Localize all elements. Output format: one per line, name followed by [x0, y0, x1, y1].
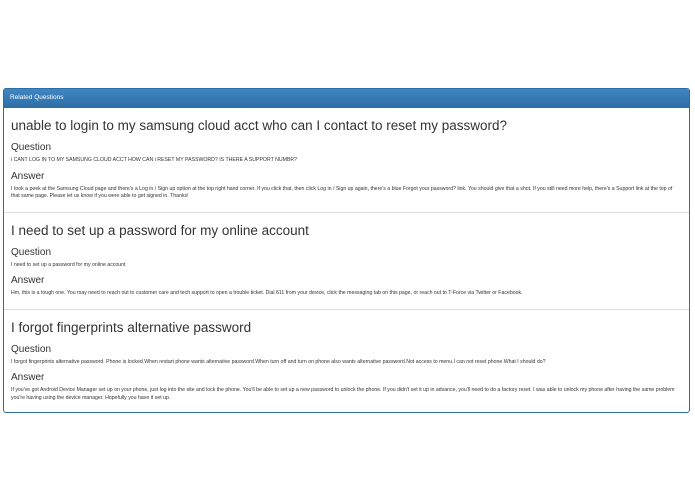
list-item [4, 310, 689, 413]
list-item [4, 108, 689, 213]
question-title-link[interactable]: I forgot fingerprints alternative password [11, 319, 252, 335]
list-item [4, 213, 689, 310]
question-heading: Question [11, 343, 52, 355]
question-text: i CANT LOG IN TO MY SAMSUNG CLOUD ACCT HOW CAN i RESET MY PASSWORD? IS THERE A SUPPORT NUMBR? [11, 157, 298, 163]
related-questions-list [4, 108, 689, 412]
answer-text: Hm, this is a tough one. You may need to reach out to customer care and tech support to open a trouble ticket. Dial 611 from your device, click the messaging tab on this page, or reach out to T-Force via Twitter or Facebook. [11, 290, 523, 296]
answer-heading: Answer [11, 372, 45, 383]
question-text: I need to set up a password for my online account [11, 261, 126, 268]
question-title-link[interactable]: I need to set up a password for my online account [11, 222, 309, 238]
answer-heading: Answer [11, 275, 45, 286]
answer-text: If you've got Android Device Manager set up on your phone, just log into the site and lock the phone. You'll be able to set up a new password to unlock the phone. If you didn't set it up in advance, you'll need to do a factory reset. I was able to unlock my phone after having the same problem you're having using the device manager. Hopefully you have it set up. [11, 387, 675, 401]
question-title-link[interactable]: unable to login to my samsung cloud acct who can I contact to reset my password? [11, 118, 508, 133]
question-heading: Question [11, 142, 52, 153]
question-heading: Question [11, 246, 52, 258]
answer-text: I took a peek at the Samsung Cloud page and there's a Log in / Sign up option at the top right hand corner. If you click that, then click Log in / Sign up again, there's a blue Forgot your password? link. You should give that a shot. If you still need more help, there's a Support link at the top of that same page. Please let us know if you were able to get signed in. Thanks! [11, 185, 673, 199]
question-text: I forgot fingerprints alternative password. Phone is locked.When restart phone wants alternative password.When turn off and turn on phone also wants alternative password.Not access to menu.I can not reset phone.What I should do? [11, 358, 546, 365]
answer-heading: Answer [11, 170, 45, 182]
panel-heading: Related Questions [4, 89, 689, 108]
related-questions-panel [3, 88, 690, 413]
